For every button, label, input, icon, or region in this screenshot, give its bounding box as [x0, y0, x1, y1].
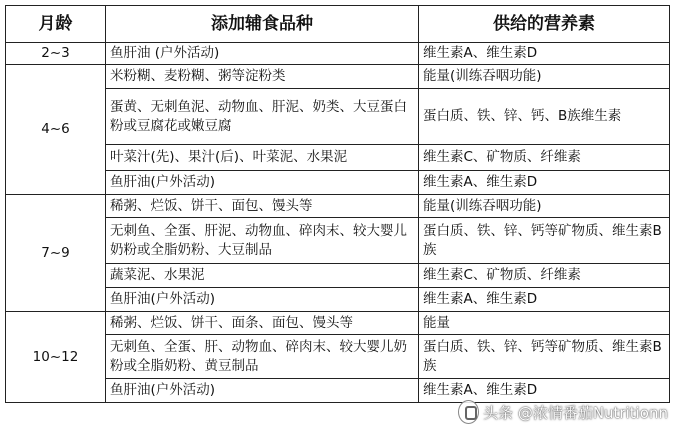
table-row: [6, 43, 670, 65]
nutrient-cell: 能量: [419, 312, 670, 335]
food-cell: 无刺鱼、全蛋、肝、动物血、碎肉末、较大婴儿奶粉或全脂奶粉、黄豆制品: [106, 335, 419, 379]
header-row: [6, 6, 670, 43]
nutrient-cell: 蛋白质、铁、锌、钙等矿物质、维生素B族: [419, 335, 670, 379]
header-food: 添加辅食品种: [106, 6, 419, 43]
food-cell: 鱼肝油 (户外活动): [106, 43, 419, 65]
nutrient-cell: 维生素C、矿物质、纤维素: [419, 264, 670, 288]
header-nutrient: 供给的营养素: [419, 6, 670, 43]
table-row: [6, 335, 670, 379]
age-cell: 2~3: [6, 43, 106, 65]
food-cell: 鱼肝油(户外活动): [106, 379, 419, 403]
table-row: [6, 171, 670, 195]
nutrient-cell: 能量(训练吞咽功能): [419, 195, 670, 218]
table-row: [6, 264, 670, 288]
food-cell: 米粉糊、麦粉糊、粥等淀粉类: [106, 65, 419, 89]
food-cell: 稀粥、烂饭、饼干、面条、面包、馒头等: [106, 312, 419, 335]
nutrient-cell: 蛋白质、铁、锌、钙等矿物质、维生素B族: [419, 218, 670, 264]
watermark: [458, 398, 668, 426]
table-row: [6, 145, 670, 171]
table-row: [6, 89, 670, 145]
toutiao-logo-icon: [458, 400, 479, 424]
food-cell: 无刺鱼、全蛋、肝泥、动物血、碎肉末、较大婴儿奶粉或全脂奶粉、大豆制品: [106, 218, 419, 264]
table-row: [6, 288, 670, 312]
food-cell: 鱼肝油(户外活动): [106, 171, 419, 195]
food-cell: 蔬菜泥、水果泥: [106, 264, 419, 288]
nutrient-cell: 蛋白质、铁、锌、钙、B族维生素: [419, 89, 670, 145]
food-cell: 鱼肝油(户外活动): [106, 288, 419, 312]
nutrient-cell: 维生素A、维生素D: [419, 288, 670, 312]
watermark-text: 头条 @浓情番茄Nutritionn: [483, 403, 668, 422]
feeding-table: [5, 5, 670, 403]
food-cell: 叶菜汁(先)、果汁(后)、叶菜泥、水果泥: [106, 145, 419, 171]
age-cell: 10~12: [6, 312, 106, 403]
table-row: [6, 65, 670, 89]
header-age: 月龄: [6, 6, 106, 43]
age-cell: 7~9: [6, 195, 106, 312]
table-row: [6, 312, 670, 335]
table-row: [6, 195, 670, 218]
age-cell: 4~6: [6, 65, 106, 195]
nutrient-cell: 维生素A、维生素D: [419, 171, 670, 195]
nutrient-cell: 维生素C、矿物质、纤维素: [419, 145, 670, 171]
nutrient-cell: 维生素A、维生素D: [419, 43, 670, 65]
nutrient-cell: 能量(训练吞咽功能): [419, 65, 670, 89]
food-cell: 稀粥、烂饭、饼干、面包、馒头等: [106, 195, 419, 218]
table-row: [6, 218, 670, 264]
nutrient-cell: 维生素A、维生素D: [419, 379, 670, 403]
food-cell: 蛋黄、无刺鱼泥、动物血、肝泥、奶类、大豆蛋白粉或豆腐花或嫩豆腐: [106, 89, 419, 145]
